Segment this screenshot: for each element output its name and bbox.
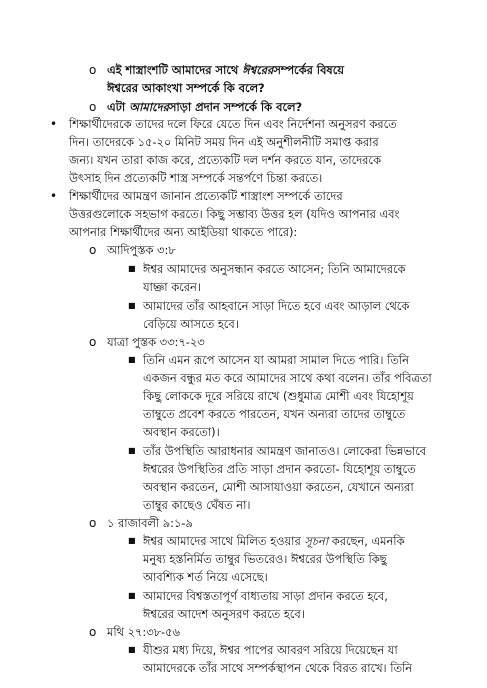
answer-line: একজন বন্ধুর মত করে আমাদের সাথে কথা বলেন। তাঁর পবিত্রতা	[143, 371, 432, 385]
paragraph-line: আপনার শিক্ষার্থীদের অন্য আইডিয়া থাকতে পারে):	[69, 225, 298, 239]
answer-line: অবস্থান করতেন, মোশী আসাযাওয়া করতেন, যেখানে অন্যরা	[143, 480, 414, 494]
answer-line: মনুষ্য হস্তনির্মিত তাম্বুর ভিতরেও। ঈশ্বরের উপস্থিতি কিছু	[143, 552, 387, 566]
square-bullet-icon: ■	[128, 536, 136, 545]
circle-bullet-icon: o	[89, 516, 97, 530]
answer-line: আমাদের বিশ্বস্ততাপূর্ণ বাধ্যতায় সাড়া প্রদান করতে হবে,	[143, 589, 388, 603]
answer-line: যাচ্ঞা করেন।	[143, 280, 201, 294]
square-bullet-icon: ■	[128, 264, 136, 273]
circle-bullet-icon: o	[89, 625, 97, 639]
paragraph-line: উত্তরগুলোকে সহভাগ করতে। কিছু সম্ভাব্য উত্তর হল (যদিও আপনার এবং	[69, 207, 400, 221]
answer-line: অবস্থান করতো)।	[143, 425, 220, 439]
emphasis-text: আমাদের	[129, 100, 169, 114]
scripture-reference: ১ রাজাবলী ৯:১-৯	[107, 516, 193, 530]
scripture-reference: যাত্রা পুস্তক ৩৩:৭-২৩	[107, 335, 205, 349]
square-bullet-icon: ■	[128, 645, 136, 654]
emphasis-text: সূচনা	[304, 534, 329, 548]
answer-line	[143, 532, 405, 550]
circle-bullet-icon: o	[89, 100, 97, 114]
text-run: এই শাস্ত্রাংশটি আমাদের সাথে	[107, 63, 243, 77]
question-line	[107, 79, 265, 97]
answer-line: ঈশ্বরের উপস্থিতির প্রতি সাড়া প্রদান করতো- যিহোশূয় তাম্বুতে	[143, 462, 416, 476]
text-run: করছেন, এমনকি	[328, 534, 405, 548]
paragraph-line: উৎসাহ দিন প্রত্যেকটি শাস্ত্র সম্পর্কে সন্তর্পণে চিন্তা করতে।	[69, 171, 323, 185]
answer-line: তাঁর উপস্থিতি আরাধনার আমন্ত্রণ জানাতও। লোকেরা ভিন্নভাবে	[143, 444, 427, 458]
square-bullet-icon: ■	[128, 301, 136, 310]
scripture-reference: মথি ২৭:৩৮-৫৬	[107, 625, 180, 639]
text-run: সম্পর্কের বিষয়ে	[273, 63, 344, 77]
scripture-reference: আদিপুস্তক ৩:৮	[107, 243, 176, 257]
square-bullet-icon: ■	[128, 355, 136, 364]
question-line	[107, 61, 344, 79]
circle-bullet-icon: o	[89, 63, 97, 77]
answer-line: ঈশ্বরের আদেশ অনুসরণ করতে হবে।	[143, 607, 305, 621]
paragraph-line: দিন। তাদেরকে ১৫-২০ মিনিট সময় দিন এই অনুশীলনীটি সমাপ্ত করার	[69, 135, 379, 149]
answer-line: আমাদের তাঁর আহবানে সাড়া দিতে হবে এবং আড়াল থেকে	[143, 299, 410, 313]
answer-line: যীশুর মধ্য দিয়ে, ঈশ্বর পাপের আবরণ সরিয়ে দিয়েছেন যা	[143, 643, 398, 657]
answer-line: কিছু লোককে দূরে সরিয়ে রাখে (শুধুমাত্র মোশী এবং যিহোশূয়	[143, 389, 414, 403]
square-bullet-icon: ■	[128, 591, 136, 600]
text-run: সাড়া প্রদান সম্পর্কে কি বলে?	[168, 100, 303, 114]
answer-line: তিনি এমন রূপে আসেন যা আমরা সামাল দিতে পারি। তিনি	[143, 353, 409, 367]
answer-line: তাম্বুতে প্রবেশ করতে পারতেন, যখন অন্যরা তাদের তাম্বুতে	[143, 407, 406, 421]
bullet-dot-icon: •	[50, 189, 58, 203]
text-run: ঈশ্বর আমাদের সাথে মিলিত হওয়ার	[143, 534, 305, 548]
circle-bullet-icon: o	[89, 335, 97, 349]
paragraph-line: শিক্ষার্থীদের আমন্ত্রণ জানান প্রত্যেকটি শাস্ত্রাংশ সম্পর্কে তাদের	[69, 189, 343, 203]
square-bullet-icon: ■	[128, 446, 136, 455]
answer-line: ঈশ্বর আমাদের অনুসন্ধান করতে আসেন; তিনি আমাদেরকে	[143, 262, 406, 276]
emphasis-text: ঈশ্বরের	[242, 63, 274, 77]
circle-bullet-icon: o	[89, 243, 97, 257]
answer-line: তাম্বুর কাছেও ঘেঁষত না।	[143, 498, 251, 512]
paragraph-line: জন্য। যখন তারা কাজ করে, প্রত্যেকটি দল দর্শন করতে যান, তাদেরকে	[69, 153, 381, 167]
answer-line: আমাদেরকে তাঁর সাথে সম্পর্কস্থাপন থেকে বিরত রাখে। তিনি	[143, 661, 413, 675]
bullet-dot-icon: •	[50, 117, 58, 131]
text-run: ঈশ্বরের আকাংখা সম্পর্কে কি বলে?	[107, 81, 265, 95]
answer-line: আবশ্যিক শর্ত নিয়ে এসেছে।	[143, 570, 268, 584]
question-line	[107, 98, 302, 116]
paragraph-line: শিক্ষার্থীদেরকে তাদের দলে ফিরে যেতে দিন এবং নির্দেশনা অনুসরণ করতে	[69, 117, 397, 131]
answer-line: বেড়িয়ে আসতে হবে।	[143, 317, 239, 331]
text-run: এটা	[107, 100, 130, 114]
